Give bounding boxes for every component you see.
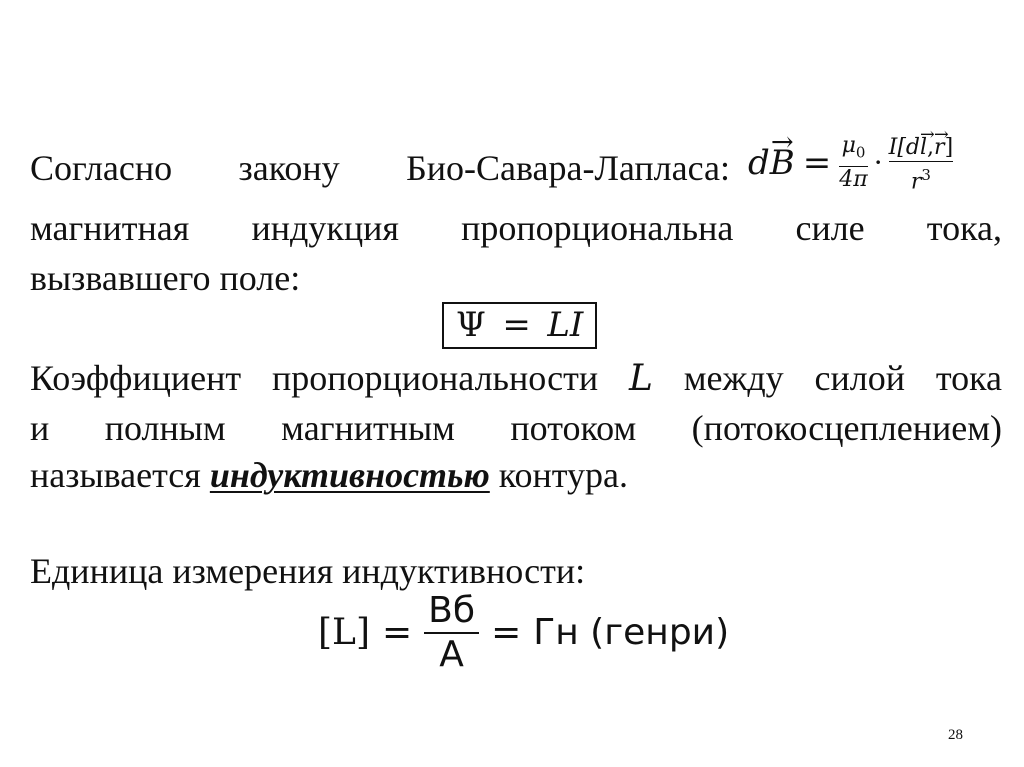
- den-exponent: 3: [921, 166, 931, 184]
- unit-fraction: [424, 590, 479, 676]
- para-line-3: называется индуктивностью контура.: [30, 455, 628, 495]
- mu-fraction: [839, 132, 867, 192]
- unit-lhs: [L]: [318, 612, 370, 653]
- unit-equals-2: =: [491, 612, 522, 653]
- boxed-equals: =: [502, 305, 531, 345]
- unit-heading: Единица измерения индуктивности:: [30, 551, 586, 591]
- unit-denominator: А: [439, 634, 464, 675]
- unit-rhs: Гн (генри): [533, 612, 730, 653]
- cross-denominator: [911, 162, 931, 195]
- para-line-2: и полным магнитным потоком (потокосцеплением): [30, 408, 1002, 448]
- num-r-vector: → r: [934, 135, 945, 161]
- psi-symbol: Ψ: [456, 305, 486, 345]
- mu-symbol: μ: [841, 133, 856, 159]
- num-close: ]: [944, 135, 954, 160]
- unit-formula: [318, 590, 729, 676]
- mu-subscript: 0: [855, 143, 866, 162]
- intro-lead: Согласно закону Био-Савара-Лапласа:: [30, 148, 730, 188]
- term-inductance: индуктивностью: [209, 455, 490, 495]
- formula-d: d: [748, 142, 770, 183]
- boxed-rhs: LI: [547, 305, 584, 345]
- mu-denominator: 4π: [839, 166, 868, 192]
- body-line-3: вызвавшего поле:: [30, 258, 301, 298]
- para-var-l: L: [628, 358, 653, 399]
- cross-product-fraction: [889, 130, 954, 195]
- num-i-dl: I[d: [888, 135, 920, 160]
- unit-numerator: Вб: [428, 590, 476, 631]
- formula-dot: ·: [873, 145, 883, 179]
- unit-equals-1: =: [382, 612, 413, 653]
- page-number: 28: [948, 727, 963, 743]
- formula-b-vector: → B: [770, 143, 795, 183]
- mu-numerator: [842, 132, 866, 165]
- num-comma: ,: [927, 135, 935, 160]
- formula-equals: =: [802, 142, 832, 183]
- biot-savart-formula: [748, 130, 953, 195]
- num-l-vector: → l: [920, 135, 927, 161]
- body-line-2: магнитная индукция пропорциональна силе тока,: [30, 208, 1002, 248]
- para-line-1: Коэффициент пропорциональности L между силой тока: [30, 358, 1002, 399]
- den-r: r: [910, 169, 922, 195]
- boxed-flux-formula: [442, 302, 597, 349]
- cross-numerator: [889, 130, 954, 161]
